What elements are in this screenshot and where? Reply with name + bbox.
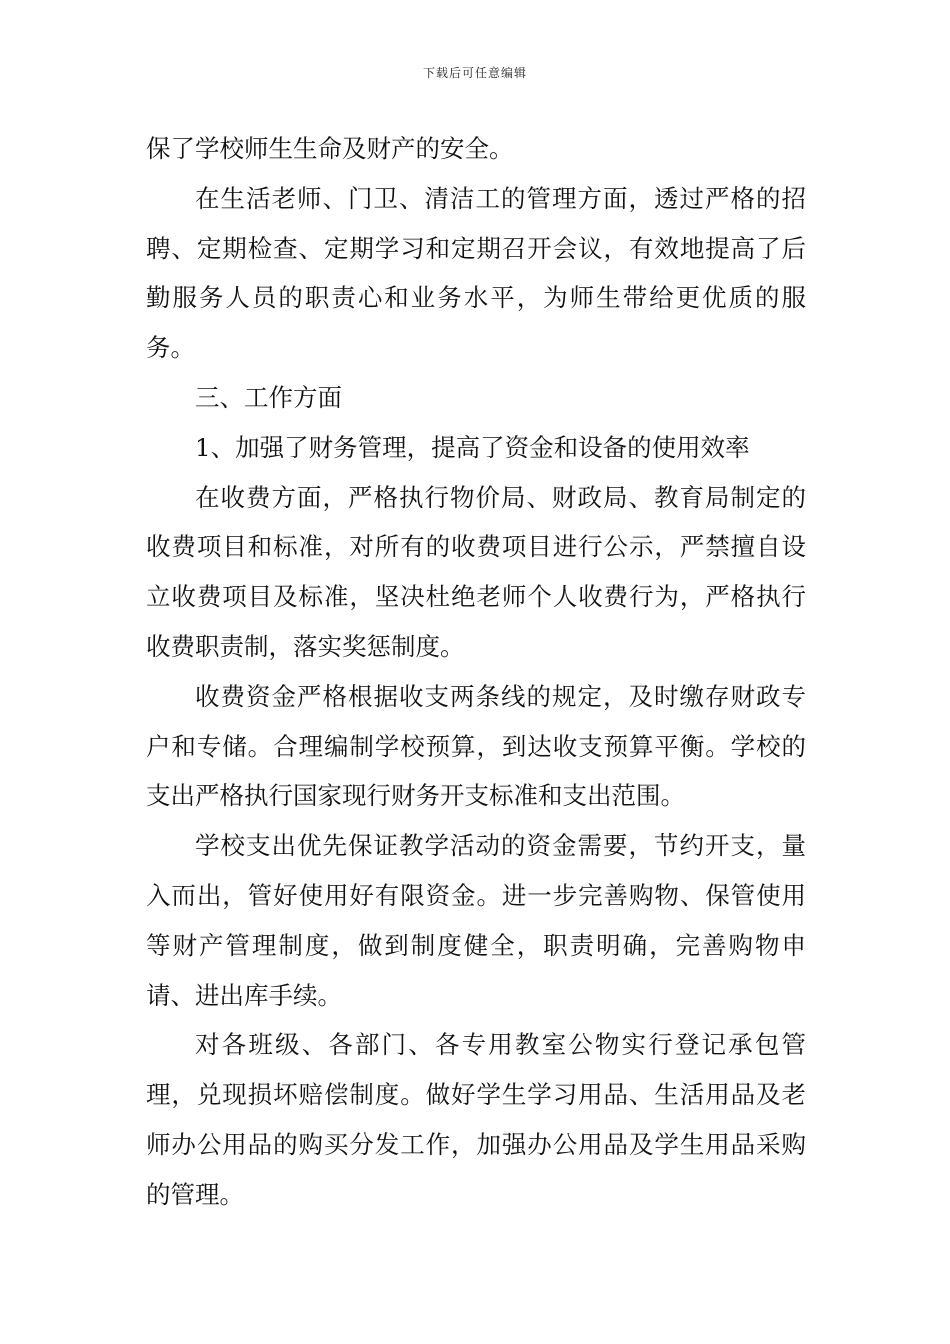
page-header: 下载后可任意编辑 xyxy=(422,66,527,80)
paragraph-property: 对各班级、各部门、各专用教室公物实行登记承包管理，兑现损坏赔偿制度。做好学生学习用品、生活用品及老师办公用品的购买分发工作，加强办公用品及学生用品采购的管理。 xyxy=(146,1030,806,1209)
paragraph-fees: 在收费方面，严格执行物价局、财政局、教育局制定的收费项目和标准，对所有的收费项目进行公示，严禁擅自设立收费项目及标准，坚决杜绝老师个人收费行为，严格执行收费职责制，落实奖惩制度。 xyxy=(146,482,806,661)
subheading-finance: 1、加强了财务管理，提高了资金和设备的使用效率 xyxy=(195,432,750,462)
paragraph-continuation: 保了学校师生生命及财产的安全。 xyxy=(146,134,514,163)
paragraph-fee-funds: 收费资金严格根据收支两条线的规定，及时缴存财政专户和专储。合理编制学校预算，到达收支预算平衡。学校的支出严格执行国家现行财务开支标准和支出范围。 xyxy=(146,681,806,811)
paragraph-expenditure: 学校支出优先保证教学活动的资金需要，节约开支，量入而出，管好使用好有限资金。进一步完善购物、保管使用等财产管理制度，做到制度健全，职责明确，完善购物申请、进出库手续。 xyxy=(146,831,806,1010)
section-heading-work: 三、工作方面 xyxy=(195,382,342,412)
paragraph-staff-management: 在生活老师、门卫、清洁工的管理方面，透过严格的招聘、定期检查、定期学习和定期召开会议，有效地提高了后勤服务人员的职责心和业务水平，为师生带给更优质的服务。 xyxy=(146,183,806,363)
document-body xyxy=(146,124,806,1220)
